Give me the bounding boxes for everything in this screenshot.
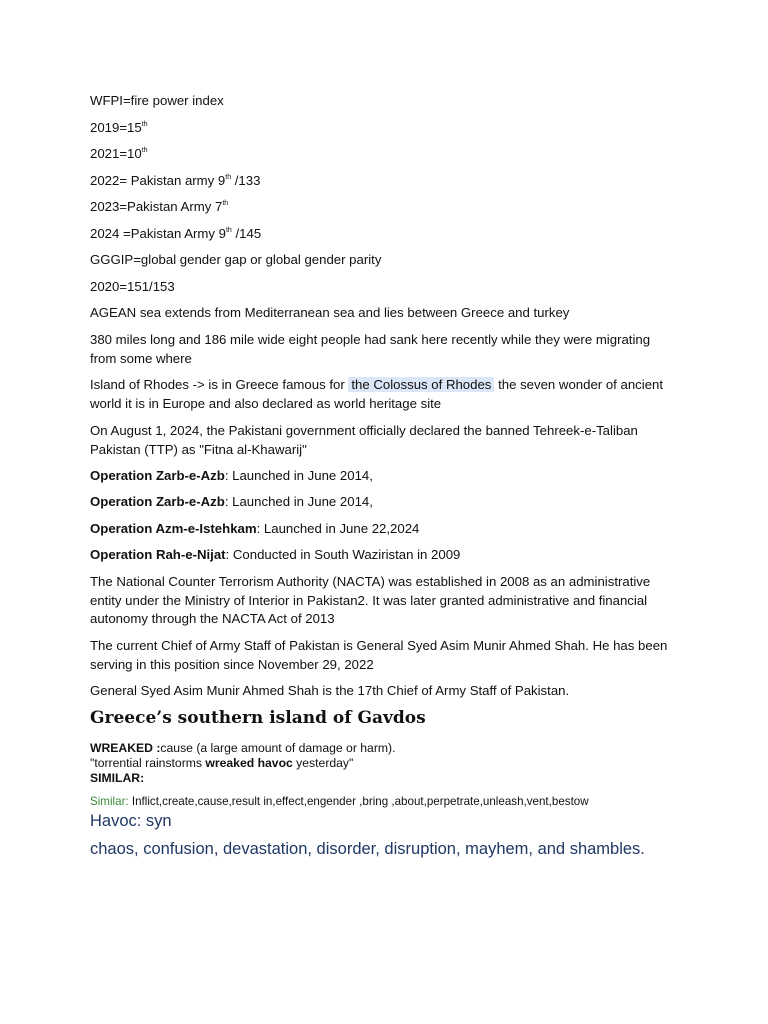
rank-2022-sup: th bbox=[225, 174, 232, 181]
rank-2023-text: 2023=Pakistan Army 7 bbox=[90, 199, 223, 214]
agean-dimensions-paragraph bbox=[90, 331, 680, 368]
ttp-paragraph bbox=[90, 422, 680, 459]
gggip-2020-text: 2020=151/153 bbox=[90, 279, 175, 294]
similar-list: Inflict,create,cause,result in,effect,engender ,bring ,about,perpetrate,unleash,vent,bestow bbox=[128, 795, 589, 808]
wfpi-definition bbox=[90, 92, 224, 110]
havoc-synonyms-line bbox=[90, 838, 645, 860]
miles-text: 380 miles long and 186 mile wide eight people had sank here recently while they were migrating from some where bbox=[90, 332, 651, 366]
example-bold: wreaked havoc bbox=[205, 756, 293, 770]
havoc-syn-line bbox=[90, 810, 172, 832]
rank-2019-text: 2019=15 bbox=[90, 120, 142, 135]
ttp-text: On August 1, 2024, the Pakistani government officially declared the banned Tehreek-e-Taliban Pakistan (TTP) as "Fitna al-Khawarij" bbox=[90, 423, 638, 457]
rank-2024-sup: th bbox=[225, 227, 232, 234]
operation-name: Operation Rah-e-Nijat bbox=[90, 547, 226, 562]
rhodes-text-b: the seven wonder of ancient world it is in Europe and also declared as world heritage site bbox=[90, 377, 664, 411]
similar-words-line bbox=[90, 794, 589, 809]
rank-2021-text: 2021=10 bbox=[90, 146, 142, 161]
similar-caps: SIMILAR: bbox=[90, 771, 145, 785]
operation-detail: : Launched in June 22,2024 bbox=[256, 521, 420, 536]
wfpi-text: WFPI=fire power index bbox=[90, 93, 224, 108]
havoc-list: chaos, confusion, devastation, disorder, disruption, mayhem, and shambles. bbox=[90, 840, 645, 858]
rank-2022-total: /133 bbox=[231, 173, 261, 188]
nacta-paragraph bbox=[90, 573, 680, 629]
rank-2023 bbox=[90, 198, 228, 216]
rhodes-text-a: Island of Rhodes -> is in Greece famous for bbox=[90, 377, 349, 392]
wreaked-def: cause (a large amount of damage or harm). bbox=[160, 741, 396, 755]
rank-2019-sup: th bbox=[141, 121, 148, 128]
example-b: yesterday" bbox=[292, 756, 354, 770]
operation-detail: : Conducted in South Waziristan in 2009 bbox=[225, 547, 461, 562]
rank-2021 bbox=[90, 145, 148, 163]
wreaked-definition bbox=[90, 741, 396, 756]
rank-2024-total: /145 bbox=[231, 226, 262, 241]
havoc-syn: Havoc: syn bbox=[90, 812, 172, 830]
nacta-text: The National Counter Terrorism Authority (NACTA) was established in 2008 as an administrative entity under the Ministry of Interior in Pakistan2. It was later granted administrative and financial autonomy through the NACTA Act of 2013 bbox=[90, 574, 651, 626]
similar-label: Similar: bbox=[90, 795, 129, 808]
rhodes-paragraph bbox=[90, 376, 680, 413]
agean-sea-line bbox=[90, 304, 569, 322]
gggip-2020 bbox=[90, 278, 175, 296]
rank-2023-sup: th bbox=[222, 200, 229, 207]
rank-2019 bbox=[90, 119, 148, 137]
operation-item bbox=[90, 493, 373, 511]
rank-2021-sup: th bbox=[141, 147, 148, 154]
coas-paragraph bbox=[90, 637, 680, 674]
example-a: "torrential rainstorms bbox=[90, 756, 206, 770]
wreaked-label: WREAKED : bbox=[90, 741, 161, 755]
colossus-highlight: the Colossus of Rhodes bbox=[348, 377, 494, 392]
similar-caps-label bbox=[90, 771, 144, 786]
operation-item bbox=[90, 467, 373, 485]
coas-text: The current Chief of Army Staff of Pakistan is General Syed Asim Munir Ahmed Shah. He has been serving in this position since November 29, 2022 bbox=[90, 638, 668, 672]
wreaked-example bbox=[90, 756, 353, 771]
section-heading: Greece’s southern island of Gavdos bbox=[90, 708, 426, 728]
coas17-text: General Syed Asim Munir Ahmed Shah is the 17th Chief of Army Staff of Pakistan. bbox=[90, 683, 570, 698]
operation-name: Operation Zarb-e-Azb bbox=[90, 468, 225, 483]
coas-17th-line bbox=[90, 682, 569, 700]
gggip-definition bbox=[90, 251, 381, 269]
operation-item bbox=[90, 520, 419, 538]
rank-2024 bbox=[90, 225, 261, 243]
gggip-text: GGGIP=global gender gap or global gender parity bbox=[90, 252, 382, 267]
agean-text: AGEAN sea extends from Mediterranean sea and lies between Greece and turkey bbox=[90, 305, 570, 320]
operation-name: Operation Azm-e-Istehkam bbox=[90, 521, 257, 536]
rank-2022 bbox=[90, 172, 260, 190]
rank-2024-text: 2024 =Pakistan Army 9 bbox=[90, 226, 226, 241]
operation-item bbox=[90, 546, 460, 564]
rank-2022-text: 2022= Pakistan army 9 bbox=[90, 173, 226, 188]
operation-name: Operation Zarb-e-Azb bbox=[90, 494, 225, 509]
operation-detail: : Launched in June 2014, bbox=[224, 494, 373, 509]
operation-detail: : Launched in June 2014, bbox=[224, 468, 373, 483]
